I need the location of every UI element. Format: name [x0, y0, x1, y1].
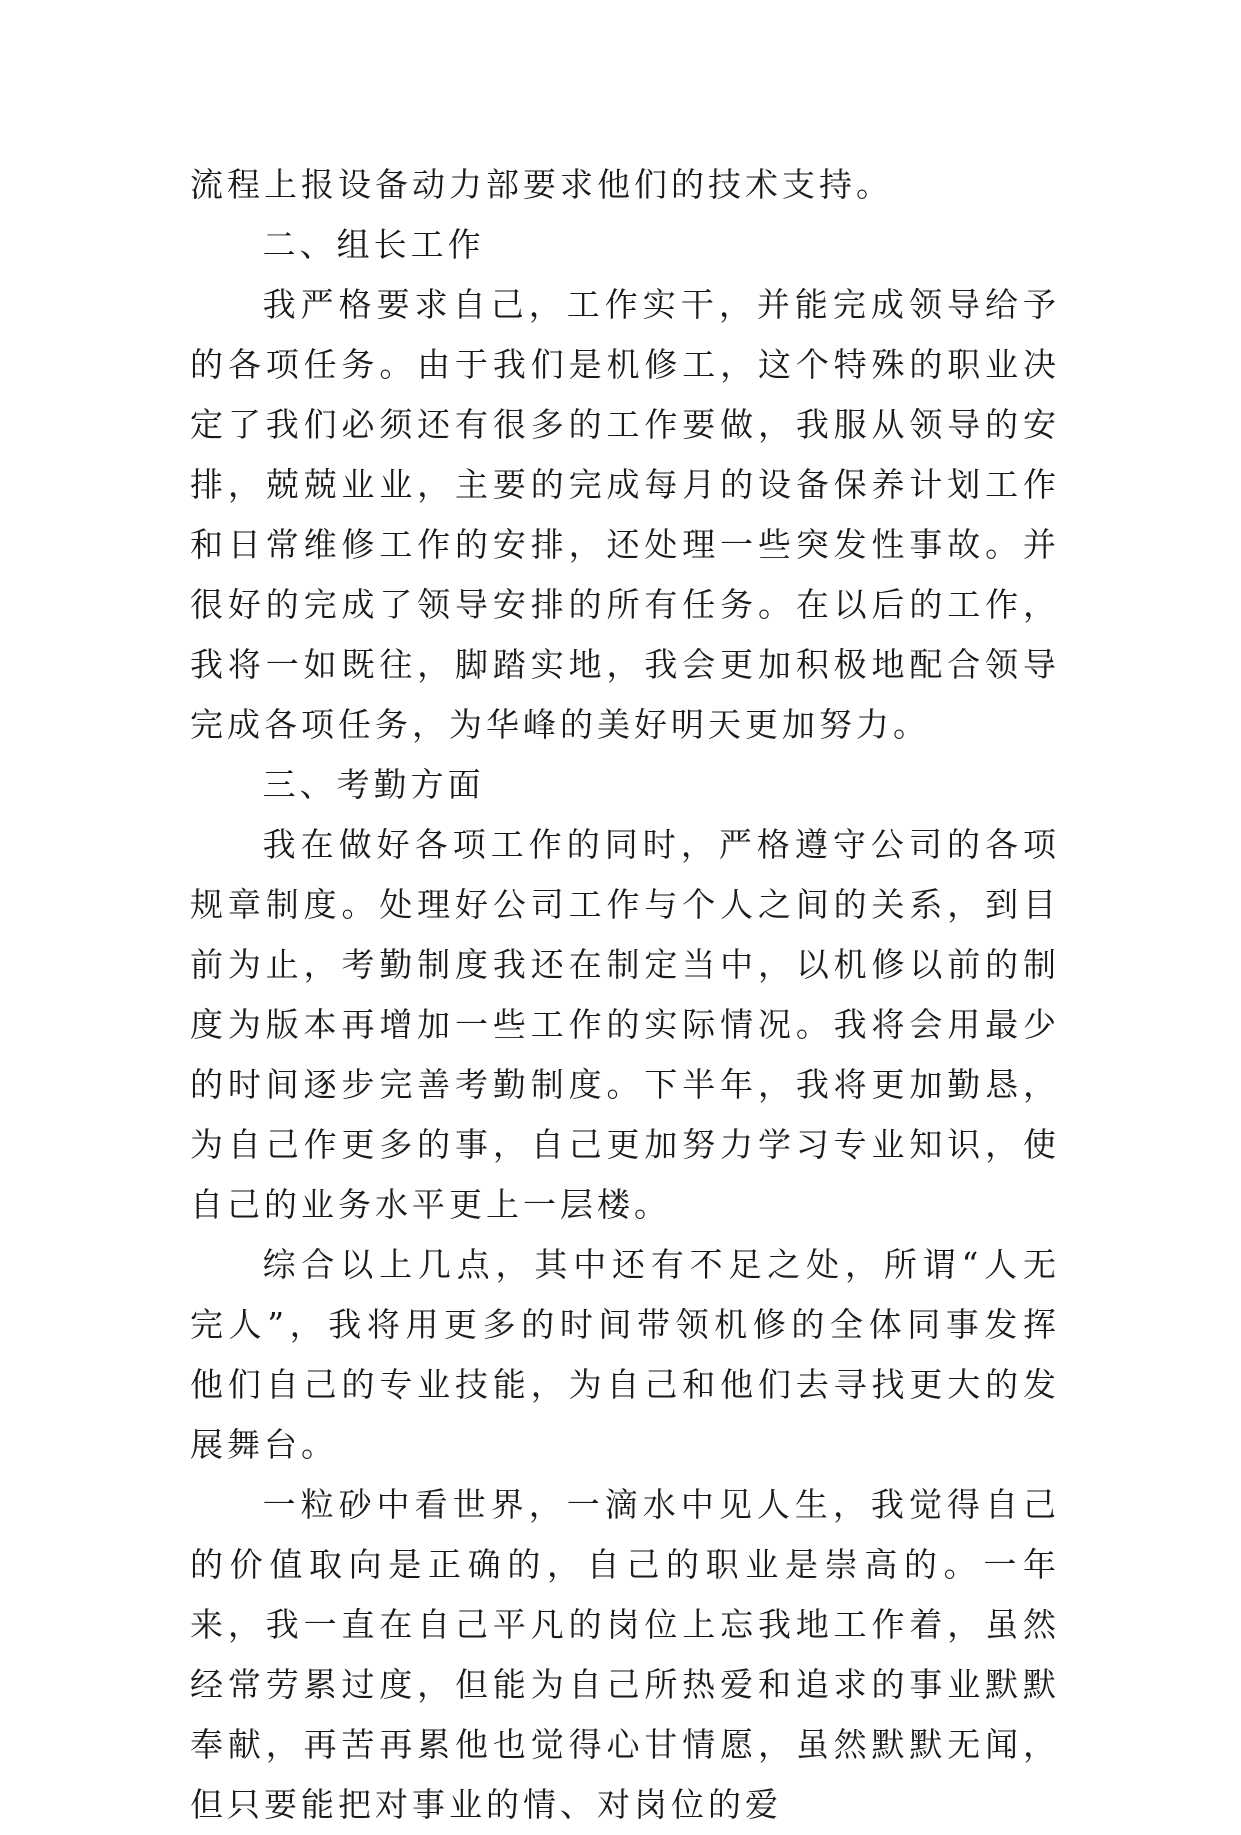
paragraph: 一粒砂中看世界，一滴水中见人生，我觉得自己的价值取向是正确的，自己的职业是崇高的。一年来，我一直在自己平凡的岗位上忘我地工作着，虽然经常劳累过度，但能为自己所热爱和追求的事业默默奉献，再苦再累他也觉得心甘情愿，虽然默默无闻，但只要能把对事业的情、对岗位的爱 [190, 1485, 1060, 1824]
paragraph: 我在做好各项工作的同时，严格遵守公司的各项规章制度。处理好公司工作与个人之间的关系，到目前为止，考勤制度我还在制定当中，以机修以前的制度为版本再增加一些工作的实际情况。我将会用最少的时间逐步完善考勤制度。下半年，我将更加勤恳，为自己作更多的事，自己更加努力学习专业知识，使自己的业务水平更上一层楼。 [190, 825, 1060, 1224]
document-body [190, 155, 1060, 1835]
paragraph: 流程上报设备动力部要求他们的技术支持。 [190, 165, 893, 204]
section-heading: 三、考勤方面 [262, 765, 485, 804]
section-heading: 二、组长工作 [262, 225, 485, 264]
paragraph: 综合以上几点，其中还有不足之处，所谓“人无完人”，我将用更多的时间带领机修的全体同事发挥他们自己的专业技能，为自己和他们去寻找更大的发展舞台。 [190, 1245, 1060, 1464]
paragraph: 我严格要求自己，工作实干，并能完成领导给予的各项任务。由于我们是机修工，这个特殊的职业决定了我们必须还有很多的工作要做，我服从领导的安排，兢兢业业，主要的完成每月的设备保养计划工作和日常维修工作的安排，还处理一些突发性事故。并很好的完成了领导安排的所有任务。在以后的工作，我将一如既往，脚踏实地，我会更加积极地配合领导完成各项任务，为华峰的美好明天更加努力。 [190, 285, 1060, 744]
